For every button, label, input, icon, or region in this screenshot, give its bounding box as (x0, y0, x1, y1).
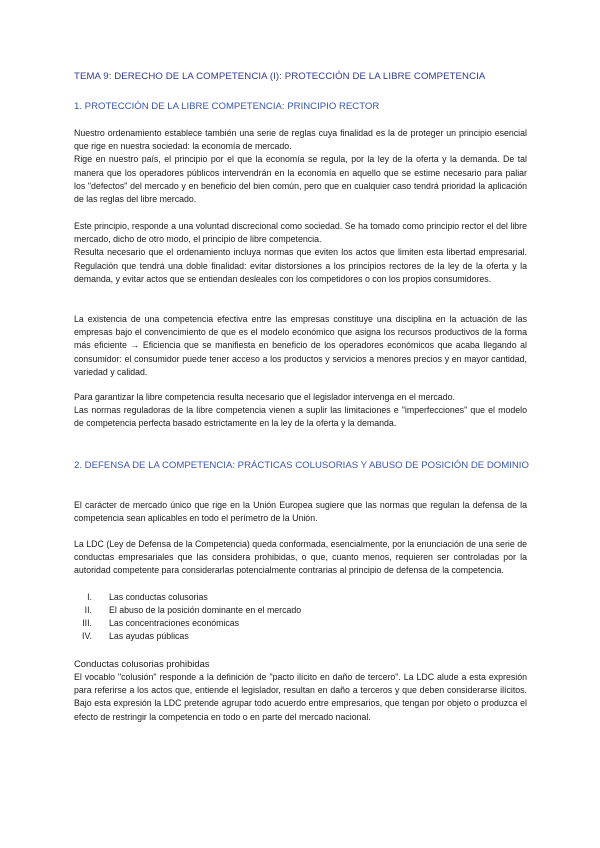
paragraph: La LDC (Ley de Defensa de la Competencia) queda conformada, esencialmente, por la enunciación de una serie de conductas empresariales que las considera prohibidas, o que, cuanto menos, requieren ser controladas por la autoridad competente para considerarlas potencialmente contrarias al principio de defensa de la competencia. (74, 539, 527, 576)
paragraph-block-6 (74, 538, 527, 578)
paragraph-block-7 (74, 671, 527, 724)
paragraph-block-4 (74, 391, 527, 431)
list-item-text: Las concentraciones económicas (109, 618, 240, 628)
paragraph: El vocablo "colusión" responde a la definición de "pacto ilícito en daño de tercero". La LDC alude a esta expresión para referirse a los actos que, entiende el legislador, resultan en daño a terceros y que deben considerarse ilícitos. Bajo esta expresión la LDC pretende agrupar todo acuerdo entre empresarios, que tengan por objeto o produzca el efecto de restringir la competencia en todo o en parte del mercado nacional. (74, 672, 527, 722)
paragraph-block-1 (74, 127, 527, 206)
subheading-conductas: Conductas colusorias prohibidas (74, 658, 210, 669)
paragraph-block-5 (74, 499, 527, 525)
list-item-number: III. (82, 618, 92, 628)
paragraph-block-3 (74, 313, 527, 379)
paragraph: Este principio, responde a una voluntad discrecional como sociedad. Se ha tomado como principio rector el del libre mercado, dicho de otro modo, el principio de libre competencia. (74, 221, 527, 245)
list-item-text: El abuso de la posición dominante en el mercado (109, 605, 302, 615)
paragraph: Rige en nuestro país, el principio por el que la economía se regula, por la ley de la oferta y la demanda. De tal manera que los operadores públicos intervendrán en la economía en aquello que se estime necesario para paliar los "defectos" del mercado y en beneficio del bien común, pero que en cualquier caso tendrá prioridad la aplicación de las reglas del libre mercado. (74, 154, 527, 205)
list-item-number: II. (84, 605, 92, 615)
paragraph: Nuestro ordenamiento establece también una serie de reglas cuya finalidad es la de proteger un principio esencial que rige en nuestra sociedad: la economía de mercado. (74, 128, 527, 152)
list-item-text: Las conductas colusorias (109, 592, 208, 602)
list-item (74, 604, 524, 617)
paragraph: La existencia de una competencia efectiva entre las empresas constituye una disciplina en la actuación de las empresas bajo el convencimiento de que es el modelo económico que asigna los recursos productivos de la forma más eficiente → Eficiencia que se manifiesta en beneficio de los operadores económicos que acaba llegando al consumidor: el consumidor puede tener acceso a los productos y servicios a menores precios y en mayor cantidad, variedad y calidad. (74, 314, 527, 377)
paragraph: Las normas reguladoras de la libre competencia vienen a suplir las limitaciones e "imperfecciones" que el modelo de competencia perfecta basado estrictamente en la ley de la oferta y la demanda. (74, 405, 527, 429)
paragraph: Resulta necesario que el ordenamiento incluya normas que eviten los actos que limiten esta libertad empresarial. Regulación que tendrá una doble finalidad: evitar distorsiones a los principios rectores de la ley de la oferta y la demanda, y evitar actos que se entiendan desleales con los competidores o con los propios consumidores. (74, 247, 527, 284)
list-item-number: I. (87, 592, 92, 602)
list-item (74, 591, 524, 604)
paragraph-block-2 (74, 220, 527, 286)
section-2-heading: 2. DEFENSA DE LA COMPETENCIA: PRÁCTICAS COLUSORIAS Y ABUSO DE POSICIÓN DE DOMINIO (74, 460, 529, 471)
list-item-text: Las ayudas públicas (109, 631, 189, 641)
list-item (74, 617, 524, 630)
paragraph: El carácter de mercado único que rige en la Unión Europea sugiere que las normas que regulan la defensa de la competencia sean aplicables en todo el perímetro de la Unión. (74, 500, 527, 524)
paragraph: Para garantizar la libre competencia resulta necesario que el legislador intervenga en el mercado. (74, 392, 455, 402)
section-1-heading: 1. PROTECCIÓN DE LA LIBRE COMPETENCIA: PRINCIPIO RECTOR (74, 101, 380, 112)
list-item (74, 630, 524, 643)
list-item-number: IV. (82, 631, 92, 641)
conduct-list (74, 591, 524, 643)
document-title: TEMA 9: DERECHO DE LA COMPETENCIA (I): PROTECCIÓN DE LA LIBRE COMPETENCIA (74, 71, 486, 82)
